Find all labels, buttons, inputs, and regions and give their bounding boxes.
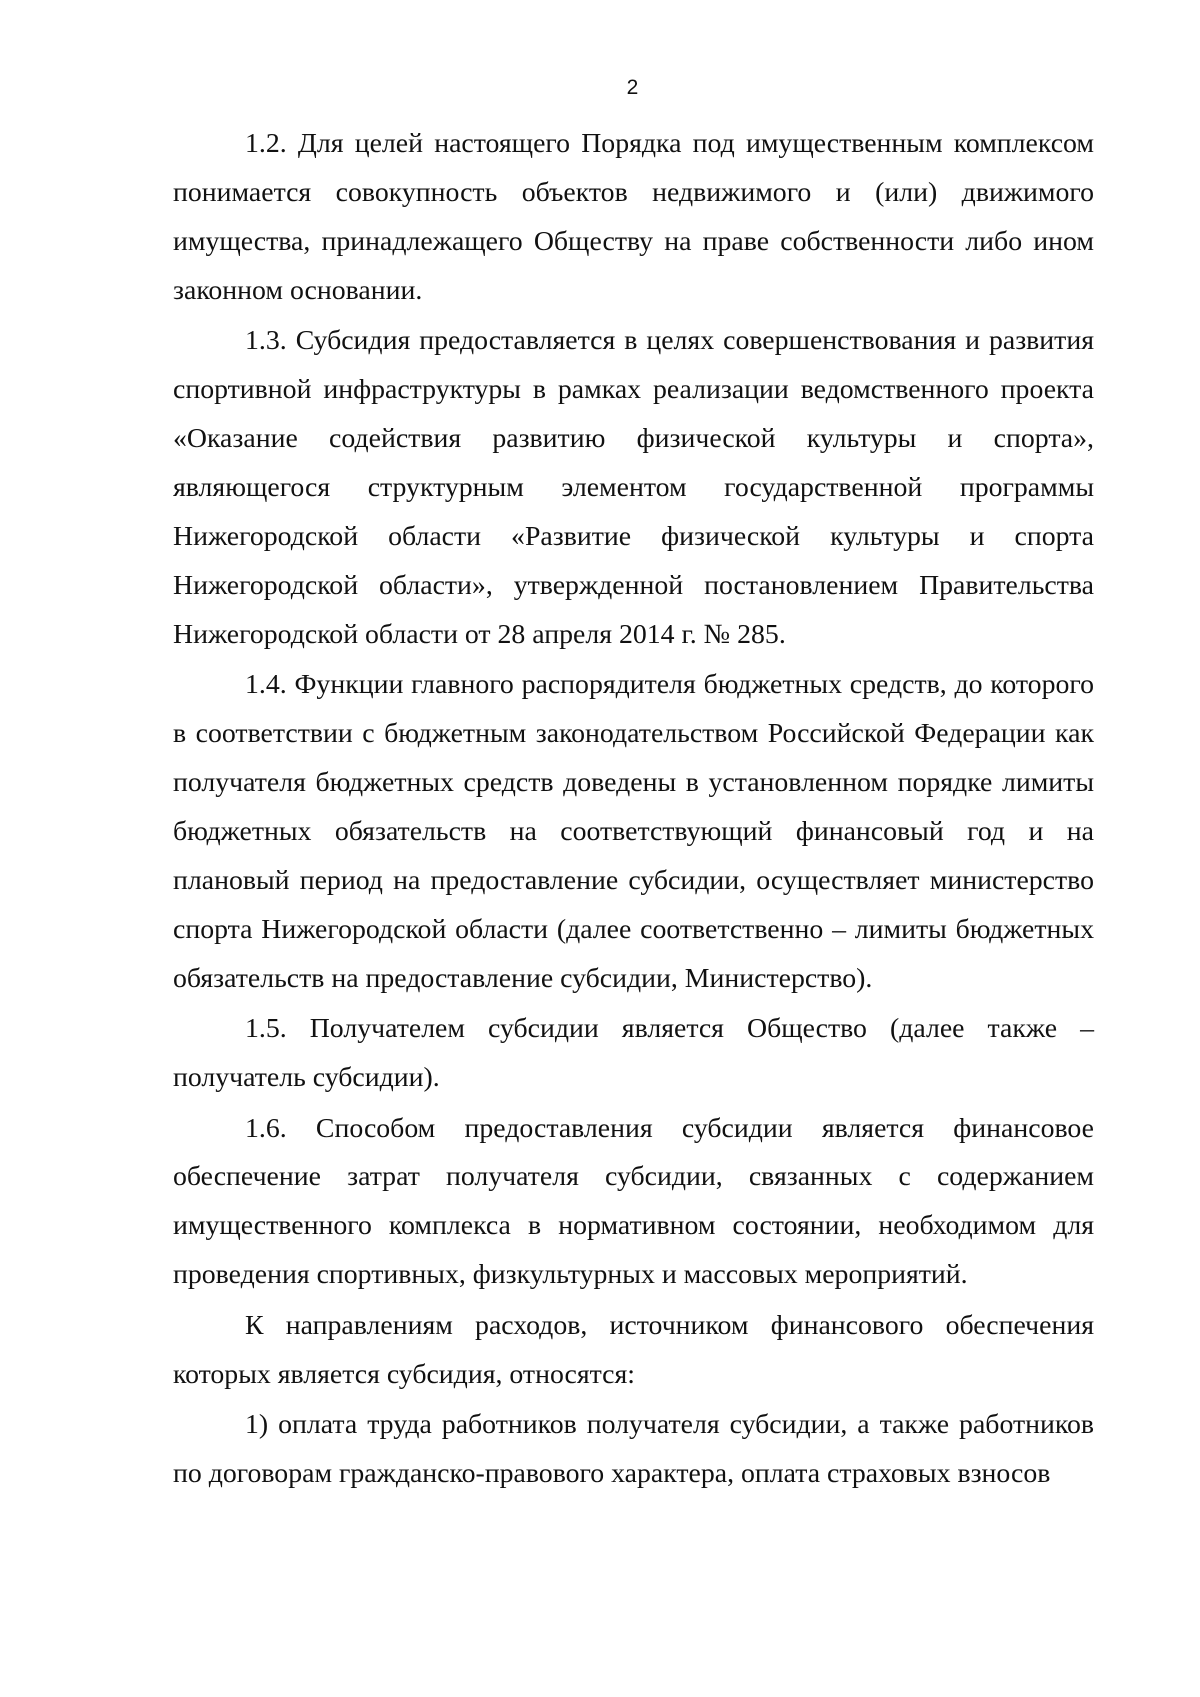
paragraph-1-3: 1.3. Субсидия предоставляется в целях совершенствования и развития спортивной инфраструктуры в рамках реализации ведомственного проекта «Оказание содействия развитию физической культуры и спорта», являющегося структурным элементом государственной программы Нижегородской области «Развитие физической культуры и спорта Нижегородской области», утвержденной постановлением Правительства Нижегородской области от 28 апреля 2014 г. № 285. — [173, 325, 1094, 650]
paragraph-1-5: 1.5. Получателем субсидии является Общество (далее также – получатель субсидии). — [173, 1013, 1094, 1093]
paragraph-item-1: 1) оплата труда работников получателя субсидии, а также работников по договорам гражданско-правового характера, оплата страховых взносов — [173, 1409, 1094, 1490]
paragraph-expense-directions: К направлениям расходов, источником финансового обеспечения которых является субсидия, относятся: — [173, 1309, 1094, 1390]
paragraph-1-2: 1.2. Для целей настоящего Порядка под имущественным комплексом понимается совокупность объектов недвижимого и (или) движимого имущества, принадлежащего Обществу на праве собственности либо ином законном основании. — [173, 128, 1094, 306]
paragraph-1-4: 1.4. Функции главного распорядителя бюджетных средств, до которого в соответствии с бюджетным законодательством Российской Федерации как получателя бюджетных средств доведены в установленном порядке лимиты бюджетных обязательств на соответствующий финансовый год и на плановый период на предоставление субсидии, осуществляет министерство спорта Нижегородской области (далее соответственно – лимиты бюджетных обязательств на предоставление субсидии, Министерство). — [173, 669, 1094, 994]
document-body — [173, 120, 1094, 1501]
page-number: 2 — [626, 76, 639, 99]
paragraph-1-6: 1.6. Способом предоставления субсидии является финансовое обеспечение затрат получателя субсидии, связанных с содержанием имущественного комплекса в нормативном состоянии, необходимом для проведения спортивных, физкультурных и массовых мероприятий. — [173, 1112, 1094, 1291]
